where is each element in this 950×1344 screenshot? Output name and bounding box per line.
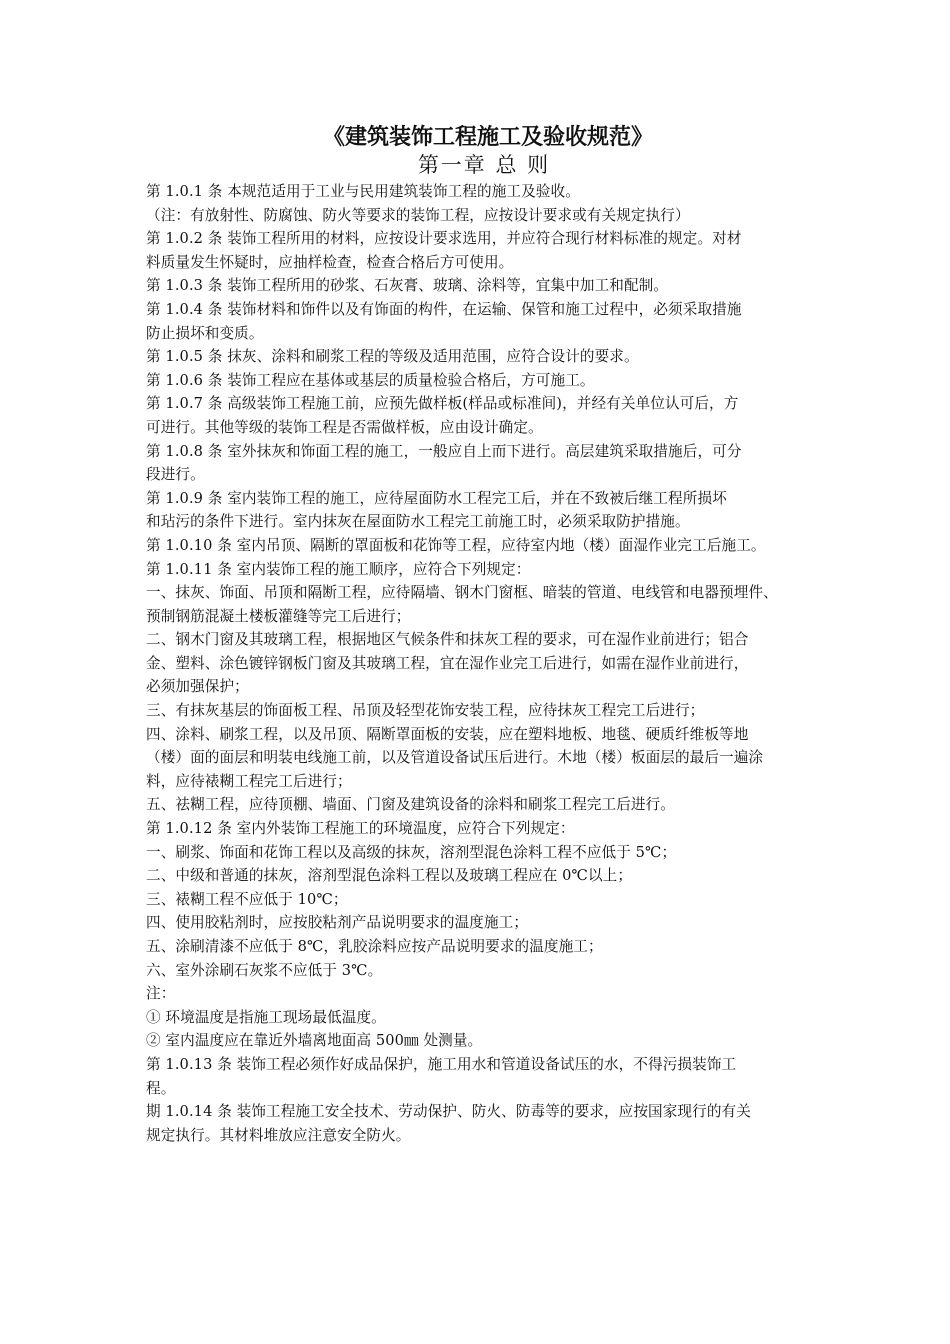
text-line: 料，应待裱糊工程完工后进行； [146, 772, 352, 790]
text-line: 第 1.0.8 条 室外抹灰和饰面工程的施工，一般应自上而下进行。高层建筑采取措施后，可分 [146, 442, 742, 460]
text-line: 注： [146, 985, 176, 1003]
text-line: 可进行。其他等级的装饰工程是否需做样板，应由设计确定。 [146, 418, 543, 436]
text-line: 五、涂刷清漆不应低于 8℃，乳胶涂料应按产品说明要求的温度施工； [146, 938, 603, 955]
text-line: 第 1.0.12 条 室内外装饰工程施工的环境温度，应符合下列规定： [146, 820, 575, 838]
text-line: 和玷污的条件下进行。室内抹灰在屋面防水工程完工前施工时，必须采取防护措施。 [146, 513, 690, 531]
chapter-title: 第一章 总 则 [417, 153, 551, 177]
text-line: 第 1.0.6 条 装饰工程应在基体或基层的质量检验合格后，方可施工。 [146, 371, 595, 389]
text-line: 程。 [146, 1079, 176, 1097]
text-line: 第 1.0.5 条 抹灰、涂料和刷浆工程的等级及适用范围，应符合设计的要求。 [146, 348, 639, 366]
text-line: 料质量发生怀疑时，应抽样检查，检查合格后方可使用。 [146, 253, 514, 271]
text-line: 二、中级和普通的抹灰，溶剂型混色涂料工程以及玻璃工程应在 0℃以上； [146, 867, 633, 885]
text-line: ① 环境温度是指施工现场最低温度。 [146, 1008, 386, 1026]
text-line: 六、室外涂刷石灰浆不应低于 3℃。 [146, 961, 383, 979]
text-line: 三、裱糊工程不应低于 10℃； [146, 890, 348, 908]
text-line: 第 1.0.10 条 室内吊顶、隔断的罩面板和花饰等工程，应待室内地（楼）面湿作业完工后施工。 [146, 536, 766, 554]
text-line: ② 室内温度应在靠近外墙离地面高 500㎜ 处测量。 [146, 1032, 483, 1050]
text-line: 五、祛糊工程，应待顶棚、墙面、门窗及建筑设备的涂料和刷浆工程完工后进行。 [146, 796, 675, 814]
text-line: 第 1.0.7 条 高级装饰工程施工前，应预先做样板(样品或标准间)，并经有关单位认可后，方 [146, 395, 739, 413]
text-line: 预制钢筋混凝土楼板灌缝等完工后进行； [146, 607, 411, 625]
text-line: 防止损坏和变质。 [146, 324, 264, 342]
text-line: 规定执行。其材料堆放应注意安全防火。 [146, 1126, 411, 1144]
text-line: 金、塑料、涂色镀锌钢板门窗及其玻璃工程，宜在湿作业完工后进行，如需在湿作业前进行， [146, 654, 749, 672]
text-line: 第 1.0.1 条 本规范适用于工业与民用建筑装饰工程的施工及验收。 [146, 183, 580, 200]
text-line: 段进行。 [146, 466, 205, 484]
text-line: 第 1.0.9 条 室内装饰工程的施工，应待屋面防水工程完工后，并在不致被后继工程所损坏 [146, 489, 727, 507]
document-title: 《建筑装饰工程施工及验收规范》 [322, 124, 653, 150]
text-line: （注：有放射性、防腐蚀、防火等要求的装饰工程，应按设计要求或有关规定执行） [146, 206, 690, 224]
document-body [146, 180, 822, 1147]
text-line: 三、有抹灰基层的饰面板工程、吊顶及轻型花饰安装工程，应待抹灰工程完工后进行； [146, 702, 705, 720]
text-line: 期 1.0.14 条 装饰工程施工安全技术、劳动保护、防火、防毒等的要求，应按国家现行的有关 [146, 1103, 751, 1121]
text-line: 第 1.0.13 条 装饰工程必须作好成品保护，施工用水和管道设备试压的水，不得污损装饰工 [146, 1055, 737, 1073]
text-line: 第 1.0.2 条 装饰工程所用的材料，应按设计要求选用，并应符合现行材料标准的规定。对材 [146, 230, 742, 248]
text-line: 一、刷浆、饰面和花饰工程以及高级的抹灰，溶剂型混色涂料工程不应低于 5℃； [146, 843, 677, 861]
text-line: 第 1.0.3 条 装饰工程所用的砂浆、石灰膏、玻璃、涂料等，宜集中加工和配制。 [146, 277, 669, 295]
text-line: 二、钢木门窗及其玻璃工程，根据地区气候条件和抹灰工程的要求，可在湿作业前进行；铝合 [146, 631, 749, 649]
text-line: （楼）面的面层和明装电线施工前，以及管道设备试压后进行。木地（楼）板面层的最后一遍涂 [146, 749, 764, 767]
text-line: 第 1.0.11 条 室内装饰工程的施工顺序，应符合下列规定： [146, 560, 531, 578]
text-line: 第 1.0.4 条 装饰材料和饰件以及有饰面的构件，在运输、保管和施工过程中，必须采取措施 [146, 300, 742, 318]
text-line: 一、抹灰、饰面、吊顶和隔断工程，应待隔墙、钢木门窗框、暗装的管道、电线管和电器预埋件、 [146, 584, 778, 602]
text-line: 四、使用胶粘剂时，应按胶粘剂产品说明要求的温度施工； [146, 914, 529, 932]
text-line: 四、涂料、刷浆工程，以及吊顶、隔断罩面板的安装，应在塑料地板、地毯、硬质纤维板等地 [146, 725, 749, 743]
text-line: 必须加强保护； [146, 678, 249, 696]
document-page [146, 122, 822, 1147]
